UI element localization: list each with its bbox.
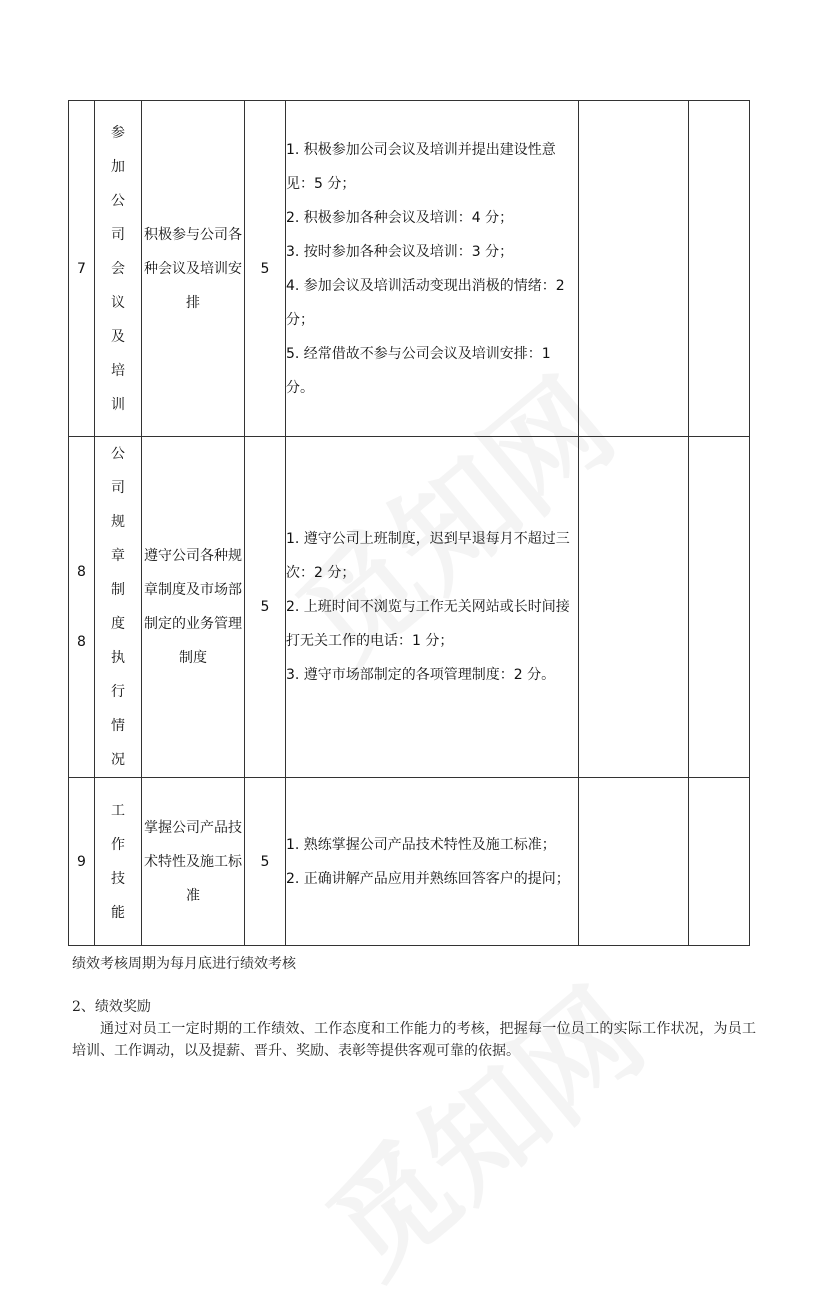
row-index-top: 8 — [77, 564, 86, 580]
row-score: 5 — [245, 778, 286, 946]
criterion: 3. 按时参加各种会议及培训：3 分； — [286, 243, 514, 260]
row-item: 遵守公司各种规章制度及市场部制定的业务管理制度 — [142, 437, 245, 778]
empty-cell — [689, 437, 750, 778]
criterion: 1. 遵守公司上班制度，迟到早退每月不超过三次：2 分； — [286, 531, 570, 581]
row-index: 7 — [69, 101, 95, 437]
criterion: 1. 积极参加公司会议及培训并提出建设性意见：5 分； — [286, 141, 556, 192]
criterion: 2. 上班时间不浏览与工作无关网站或长时间接打无关工作的电话：1 分； — [286, 599, 570, 649]
table-row-9 — [69, 778, 750, 946]
empty-cell — [689, 778, 750, 946]
category-text: 参加公司会议及培训 — [111, 124, 125, 413]
row-index — [69, 437, 95, 778]
cycle-note: 绩效考核周期为每月底进行绩效考核 — [72, 956, 296, 972]
criterion: 5. 经常借故不参与公司会议及培训安排：1 分。 — [286, 345, 551, 396]
criterion: 1. 熟练掌握公司产品技术特性及施工标准； — [286, 836, 556, 853]
row-category — [95, 101, 142, 437]
table-row-7 — [69, 101, 750, 437]
section-heading: 2、绩效奖励 — [72, 999, 151, 1015]
category-text: 公司规章制度执行情况 — [111, 446, 125, 768]
performance-table — [68, 100, 750, 946]
criterion: 4. 参加会议及培训活动变现出消极的情绪：2 分； — [286, 277, 565, 328]
watermark-lower — [287, 944, 673, 1307]
empty-cell — [689, 101, 750, 437]
table-row-8 — [69, 437, 750, 778]
row-criteria — [286, 437, 579, 778]
category-text: 工作技能 — [111, 802, 125, 921]
row-score: 5 — [245, 437, 286, 778]
row-criteria — [286, 101, 579, 437]
row-score: 5 — [245, 101, 286, 437]
body-paragraph: 通过对员工一定时期的工作绩效、工作态度和工作能力的考核，把握每一位员工的实际工作状况，为员工培训、工作调动，以及提薪、晋升、奖励、表彰等提供客观可靠的依据。 — [72, 1021, 756, 1059]
row-category — [95, 437, 142, 778]
criterion: 2. 积极参加各种会议及培训：4 分； — [286, 209, 514, 226]
row-item: 积极参与公司各种会议及培训安排 — [142, 101, 245, 437]
row-criteria — [286, 778, 579, 946]
row-index: 9 — [69, 778, 95, 946]
criterion: 3. 遵守市场部制定的各项管理制度：2 分。 — [286, 667, 556, 683]
row-item: 掌握公司产品技术特性及施工标准 — [142, 778, 245, 946]
row-index-bottom: 8 — [77, 634, 86, 650]
row-category — [95, 778, 142, 946]
criterion: 2. 正确讲解产品应用并熟练回答客户的提问； — [286, 870, 570, 887]
empty-cell — [579, 437, 689, 778]
empty-cell — [579, 778, 689, 946]
empty-cell — [579, 101, 689, 437]
